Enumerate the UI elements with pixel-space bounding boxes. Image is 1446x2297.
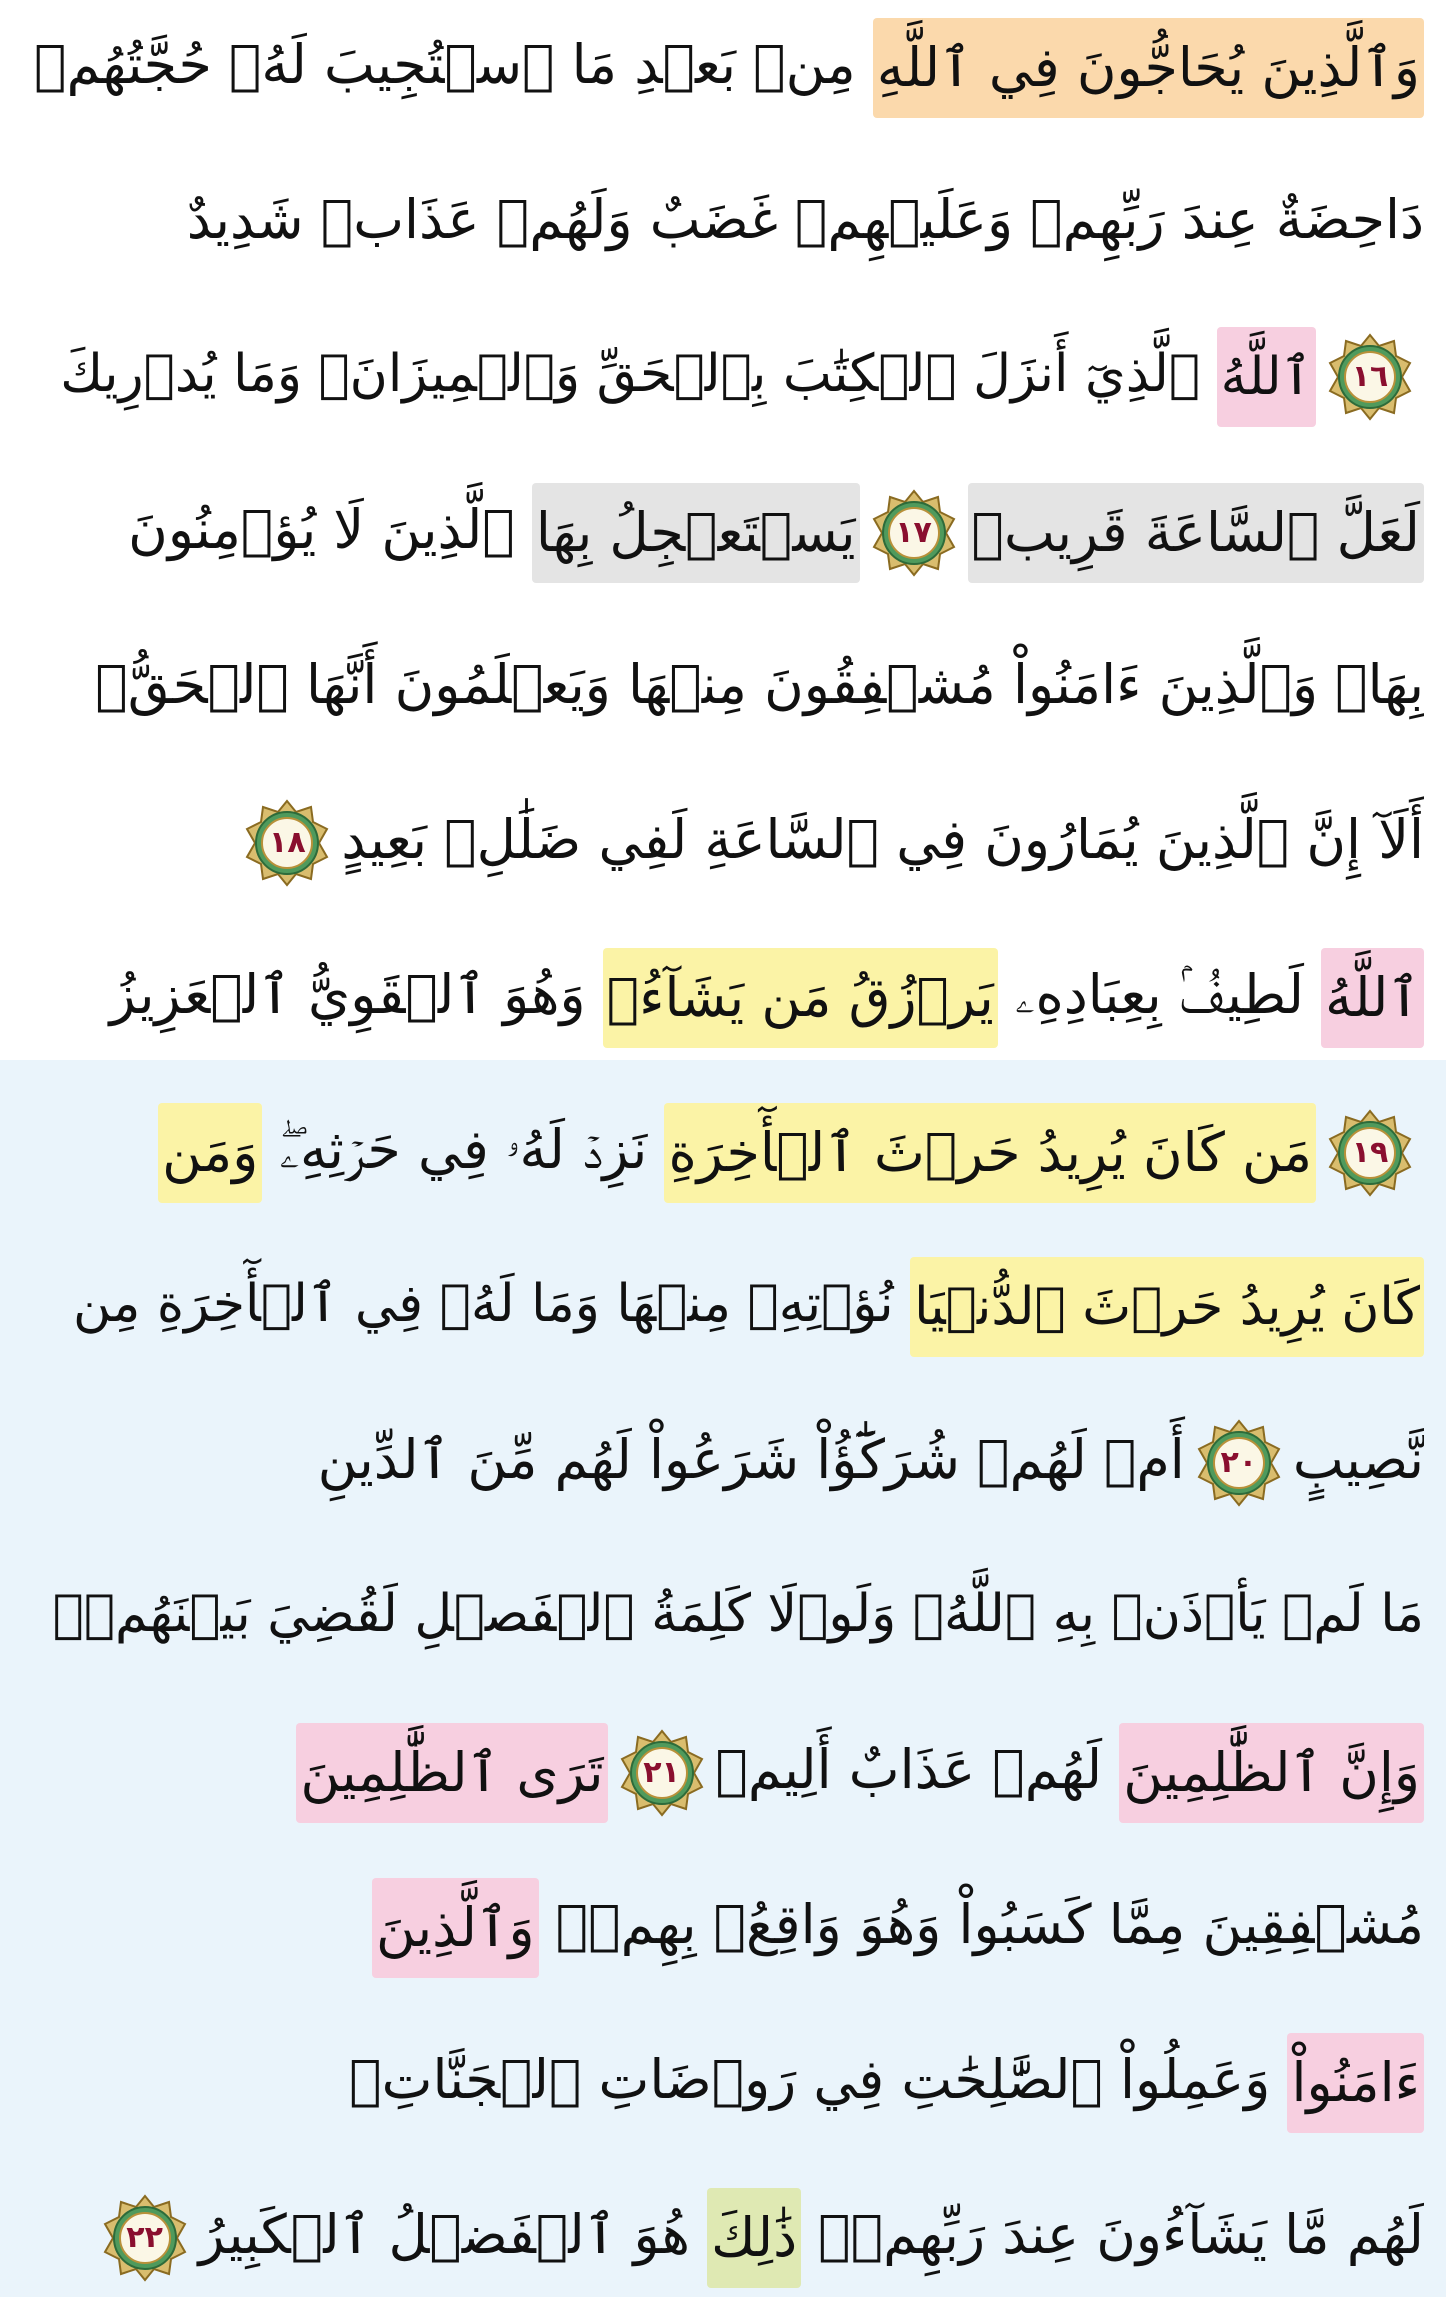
line-text: لَهُمۡ عَذَابٌ أَلِيمٞ <box>715 1738 1120 1801</box>
verse-number: ٢٢ <box>126 2220 163 2256</box>
text-line-9 <box>22 1242 1424 1367</box>
highlighted-phrase[interactable]: ٱللَّهُ <box>1217 327 1316 427</box>
text-line-14 <box>22 2017 1424 2142</box>
highlighted-phrase[interactable]: وَٱلَّذِينَ يُحَاجُّونَ فِي ٱللَّهِ <box>873 18 1424 118</box>
highlighted-phrase[interactable]: وَإِنَّ ٱلظَّٰلِمِينَ <box>1119 1723 1424 1823</box>
verse-marker-21[interactable] <box>618 1729 706 1817</box>
verse-marker-19[interactable] <box>1326 1109 1414 1197</box>
verse-number: ١٧ <box>895 515 932 551</box>
verse-number: ٢١ <box>643 1755 680 1791</box>
highlighted-phrase[interactable]: يَرۡزُقُ مَن يَشَآءُۖ <box>603 948 998 1048</box>
line-text: أَلَآ إِنَّ ٱلَّذِينَ يُمَارُونَ فِي ٱلسَّاعَةِ لَفِي ضَلَٰلِۢ بَعِيدٍ <box>341 808 1424 871</box>
verse-number: ١٨ <box>269 825 306 861</box>
text-line-3 <box>22 312 1424 437</box>
line-text: وَهُوَ ٱلۡقَوِيُّ ٱلۡعَزِيزُ <box>109 963 603 1026</box>
verse-marker-20[interactable] <box>1195 1419 1283 1507</box>
text-line-5 <box>22 622 1424 747</box>
text-line-10 <box>22 1397 1424 1522</box>
text-line-12 <box>22 1707 1424 1832</box>
text-line-6 <box>22 777 1424 902</box>
text-line-15 <box>22 2172 1424 2297</box>
line-text: ٱلَّذِيٓ أَنزَلَ ٱلۡكِتَٰبَ بِٱلۡحَقِّ وَٱلۡمِيزَانَۗ وَمَا يُدۡرِيكَ <box>60 344 1217 404</box>
highlighted-phrase[interactable]: ذَٰلِكَ <box>707 2188 801 2288</box>
highlighted-phrase[interactable]: كَانَ يُرِيدُ حَرۡثَ ٱلدُّنۡيَا <box>910 1257 1424 1357</box>
verse-marker-16[interactable] <box>1326 333 1414 421</box>
verse-number: ٢٠ <box>1220 1445 1258 1481</box>
line-text: مَا لَمۡ يَأۡذَنۢ بِهِ ٱللَّهُۚ وَلَوۡلَا كَلِمَةُ ٱلۡفَصۡلِ لَقُضِيَ بَيۡنَهُمۡۗ <box>52 1584 1424 1644</box>
text-line-1 <box>22 2 1424 127</box>
line-text: لَهُم مَّا يَشَآءُونَ عِندَ رَبِّهِمۡۚ <box>801 2203 1424 2266</box>
text-line-11 <box>22 1552 1424 1677</box>
line-text: بِهَاۖ وَٱلَّذِينَ ءَامَنُواْ مُشۡفِقُونَ مِنۡهَا وَيَعۡلَمُونَ أَنَّهَا ٱلۡحَقُّۗ <box>95 653 1424 716</box>
verse-number: ١٩ <box>1351 1135 1389 1171</box>
highlighted-phrase[interactable]: يَسۡتَعۡجِلُ بِهَا <box>532 483 860 583</box>
highlighted-phrase[interactable]: مَن كَانَ يُرِيدُ حَرۡثَ ٱلۡأٓخِرَةِ <box>664 1103 1316 1203</box>
text-line-2 <box>22 157 1424 282</box>
line-text: نَّصِيبٍ <box>1292 1428 1424 1491</box>
line-text: هُوَ ٱلۡفَضۡلُ ٱلۡكَبِيرُ <box>198 2203 708 2266</box>
line-text: نُؤۡتِهِۦ مِنۡهَا وَمَا لَهُۥ فِي ٱلۡأٓخِرَةِ مِن <box>72 1274 911 1334</box>
text-line-8 <box>22 1087 1424 1212</box>
text-line-4 <box>22 467 1424 592</box>
highlighted-phrase[interactable]: تَرَى ٱلظَّٰلِمِينَ <box>296 1723 607 1823</box>
verse-marker-18[interactable] <box>243 799 331 887</box>
verse-number: ١٦ <box>1351 359 1389 394</box>
line-text: نَزِدۡ لَهُۥ فِي حَرۡثِهِۦۖ <box>262 1118 665 1181</box>
verse-marker-17[interactable] <box>870 489 958 577</box>
line-text: دَاحِضَةٌ عِندَ رَبِّهِمۡ وَعَلَيۡهِمۡ غَضَبٌ وَلَهُمۡ عَذَابٞ شَدِيدٌ <box>186 188 1424 251</box>
line-text: مِنۢ بَعۡدِ مَا ٱسۡتُجِيبَ لَهُۥ حُجَّتُهُمۡ <box>34 33 873 96</box>
line-text: ٱلَّذِينَ لَا يُؤۡمِنُونَ <box>128 498 532 561</box>
highlighted-phrase[interactable]: ءَامَنُواْ <box>1287 2033 1424 2133</box>
text-line-13 <box>22 1862 1424 1987</box>
highlighted-phrase[interactable]: وَمَن <box>158 1103 262 1203</box>
highlighted-phrase[interactable]: لَعَلَّ ٱلسَّاعَةَ قَرِيبٞ <box>968 483 1424 583</box>
line-text: مُشۡفِقِينَ مِمَّا كَسَبُواْ وَهُوَ وَاقِعُۢ بِهِمۡۗ <box>538 1893 1424 1956</box>
verse-marker-22[interactable] <box>101 2194 189 2282</box>
text-line-7 <box>22 932 1424 1057</box>
line-text: لَطِيفُۢ بِعِبَادِهِۦ <box>997 963 1322 1026</box>
line-text: أَمۡ لَهُمۡ شُرَكَٰٓؤُاْ شَرَعُواْ لَهُم مِّنَ ٱلدِّينِ <box>317 1428 1185 1491</box>
line-text: وَعَمِلُواْ ٱلصَّٰلِحَٰتِ فِي رَوۡضَاتِ ٱلۡجَنَّاتِۖ <box>349 2048 1288 2111</box>
highlighted-phrase[interactable]: وَٱلَّذِينَ <box>372 1878 539 1978</box>
highlighted-phrase[interactable]: ٱللَّهُ <box>1321 948 1424 1048</box>
